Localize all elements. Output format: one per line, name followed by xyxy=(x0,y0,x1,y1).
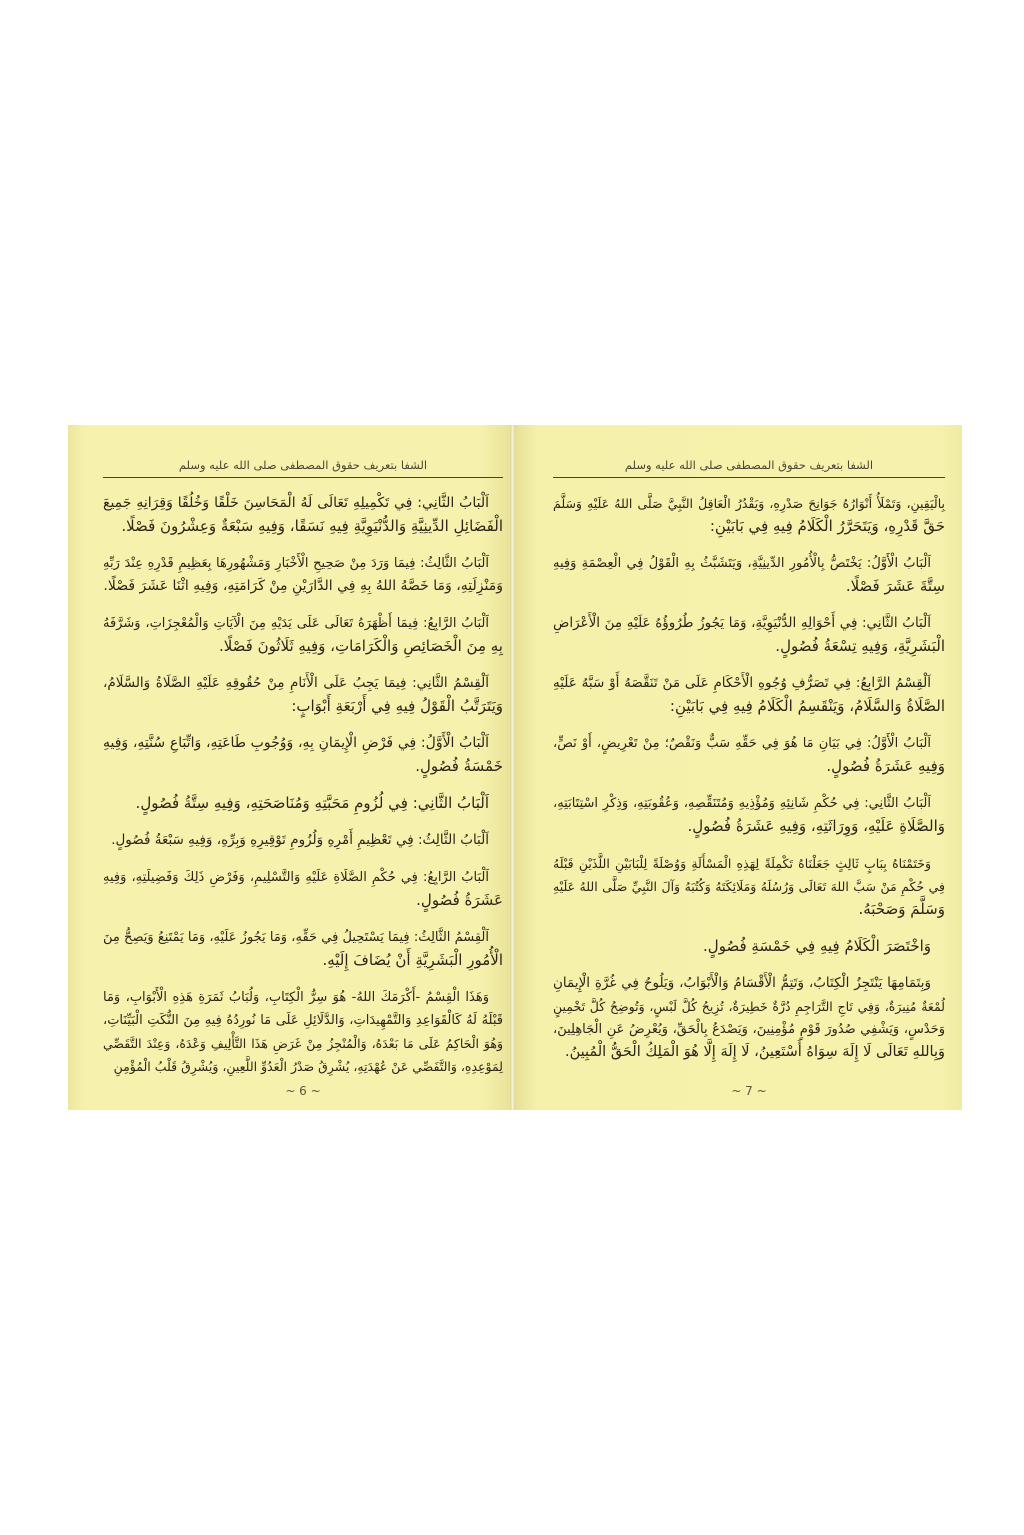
text-line: اَلْبَابُ الثَّالِثُ: فِي تَعْظِيمِ أَمْرِهِ وَلُزُومِ تَوْقِيرِهِ وَبِرِّهِ، وَفِيهِ سَبْعَةُ فُصُولٍ. xyxy=(111,832,489,848)
page-number: ~ 6 ~ xyxy=(285,1084,321,1098)
text-line: وَسَلَّمَ وَصَحْبَهُ. xyxy=(858,900,945,918)
paragraph xyxy=(103,986,503,1078)
text-line: الْفَضَائِلِ الدِّينِيَّةِ وَالدُّنْيَوِيَّةِ فِيهِ نَسَقًا، وَفِيهِ سَبْعَةٌ وَعِشْرُونَ فَصْلًا. xyxy=(121,517,503,535)
text-line: اَلْبَابُ الْأَوَّلُ: يَخْتَصُّ بِالْأُمُورِ الدِّينِيَّةِ، وَيَتَشَبَّثُ بِهِ الْقَوْلُ فِي الْعِصْمَةِ وَفِيهِ xyxy=(553,556,931,571)
paragraph xyxy=(103,672,503,718)
paragraph xyxy=(103,552,503,598)
paragraph xyxy=(553,852,945,921)
header-rule xyxy=(553,477,945,478)
running-header: الشفا بتعريف حقوق المصطفى صلى الله عليه وسلم xyxy=(178,458,428,472)
paragraph xyxy=(553,792,945,838)
text-line: اَلْبَابُ الثَّانِي: فِي حُكْمِ شَانِئِهِ وَمُؤْذِيهِ وَمُتَنَقِّصِهِ، وَعُقُوبَتِهِ، وَذِكْرِ اسْتِتَابَتِهِ، xyxy=(553,796,931,811)
text-line: اَلْبَابُ الرَّابِعُ: فِي حُكْمِ الصَّلَاةِ عَلَيْهِ وَالتَّسْلِيمِ، وَفَرْضِ ذَلِكَ وَفَضِيلَتِهِ، وَفِيهِ xyxy=(103,870,489,885)
paragraph xyxy=(553,972,945,1064)
text-line: وَخَتَمْنَاهُ بِبَابٍ ثَالِثٍ جَعَلْنَاهُ تَكْمِلَةً لِهَذِهِ الْمَسْأَلَةِ وَوُصْلَةً لِلْبَابَيْنِ اللَّذَيْنِ قَبْلَهُ xyxy=(553,856,931,871)
text-line: اَلْبَابُ الثَّانِي: فِي لُزُومِ مَحَبَّتِهِ وَمُنَاصَحَتِهِ، وَفِيهِ سِتَّةُ فُصُولٍ. xyxy=(135,794,489,812)
book-spread xyxy=(68,425,962,1110)
text-line: الْأُمُورِ الْبَشَرِيَّةِ أَنْ يُضَافَ إِلَيْهِ. xyxy=(322,951,503,969)
text-line: لِمَوْعِدِهِ، وَالتَّفَصِّي عَنْ عُهْدَتِهِ، يُشْرِقُ صَدْرُ الْعَدُوِّ اللَّعِينِ، وَيُشْرِقُ قَلْبُ الْمُؤْمِنِ xyxy=(113,1059,503,1074)
running-header: الشفا بتعريف حقوق المصطفى صلى الله عليه وسلم xyxy=(624,458,874,472)
text-line: اَلْقِسْمُ الثَّانِي: فِيمَا يَجِبُ عَلَى الْأَنَامِ مِنْ حُقُوقِهِ عَلَيْهِ الصَّلَاةُ وَالسَّلَامُ، xyxy=(103,675,489,691)
text-line: بِالْيَقِينِ، وَتَمْلَأُ أَنْوَارُهُ جَوَانِحَ صَدْرِهِ، وَيَقْدُرُ الْعَاقِلُ النَّبِيَّ صَلَّى اللهُ عَلَيْهِ وَسَلَّمَ xyxy=(553,496,945,511)
text-line: اَلْبَابُ الْأَوَّلُ: فِي بَيَانِ مَا هُوَ فِي حَقِّهِ سَبٌّ وَنَقْصٌ؛ مِنْ تَعْرِيضٍ، أَوْ نَصٍّ، xyxy=(553,736,931,751)
paragraph xyxy=(553,935,945,958)
text-line: اَلْبَابُ الرَّابِعُ: فِيمَا أَظْهَرَهُ تَعَالَى عَلَى يَدَيْهِ مِنَ الْآيَاتِ وَالْمُعْجِزَاتِ، وَشَرَّفَهُ xyxy=(103,616,489,631)
text-line: اَلْقِسْمُ الثَّالِثُ: فِيمَا يَسْتَحِيلُ فِي حَقِّهِ، وَمَا يَجُوزُ عَلَيْهِ، وَمَا يَمْتَنِعُ وَيَصِحُّ مِنَ xyxy=(103,930,489,945)
text-line: وَاخْتَصَرَ الْكَلَامُ فِيهِ فِي خَمْسَةِ فُصُولٍ. xyxy=(703,937,931,955)
page-body xyxy=(103,492,503,1078)
page-number: ~ 7 ~ xyxy=(731,1084,767,1098)
text-line: خَمْسَةُ فُصُولٍ. xyxy=(415,757,503,775)
text-line: الصَّلَاةُ وَالسَّلَامُ، وَيَنْقَسِمُ الْكَلَامُ فِيهِ فِي بَابَيْنِ: xyxy=(669,697,945,715)
paragraph xyxy=(103,829,503,852)
text-line: وَبِتَمَامِهَا يَنْتَجِزُ الْكِتَابُ، وَتَتِمُّ الْأَقْسَامُ وَالْأَبْوَابُ، وَيَلُوحُ فِي غُرَّةِ الْإِيمَانِ xyxy=(553,975,931,991)
text-line: اَلْبَابُ الثَّالِثُ: فِيمَا وَرَدَ مِنْ صَحِيحِ الْأَخْبَارِ وَمَشْهُورِهَا بِعَظِيمِ قَدْرِهِ عِنْدَ رَبِّهِ xyxy=(103,556,489,571)
text-line: وَيَتَرَتَّبُ الْقَوْلُ فِيهِ فِي أَرْبَعَةِ أَبْوَابٍ: xyxy=(291,697,503,715)
text-line: وَمَنْزِلَتِهِ، وَمَا خَصَّهُ اللهُ بِهِ فِي الدَّارَيْنِ مِنْ كَرَامَتِهِ، وَفِيهِ اثْنَا عَشَرَ فَصْلًا. xyxy=(103,578,503,594)
text-line: وَبِاللهِ تَعَالَى لَا إِلَهَ سِوَاهُ أَسْتَعِينُ، لَا إِلَهَ إِلَّا هُوَ الْمَلِكُ الْحَقُّ الْمُبِينُ. xyxy=(564,1044,945,1060)
right-page xyxy=(515,425,962,1110)
paragraph xyxy=(103,926,503,972)
text-line: اَلْبَابُ الْأَوَّلُ: فِي فَرْضِ الْإِيمَانِ بِهِ، وَوُجُوبِ طَاعَتِهِ، وَاتِّبَاعِ سُنَّتِهِ، وَفِيهِ xyxy=(103,735,489,751)
paragraph xyxy=(103,612,503,658)
text-line: فِي حُكْمِ مَنْ سَبَّ اللهَ تَعَالَى وَرُسُلَهُ وَمَلَائِكَتَهُ وَكُتُبَهُ وَآلَ النَّبِيِّ صَلَّى اللهُ عَلَيْهِ xyxy=(553,879,945,894)
paragraph xyxy=(103,492,503,538)
text-line: وَالصَّلَاةِ عَلَيْهِ، وَوِرَاثَتِهِ، وَفِيهِ عَشَرَةُ فُصُولٍ. xyxy=(687,817,945,835)
paragraph xyxy=(103,792,503,815)
text-line: وَفِيهِ عَشَرَةُ فُصُولٍ. xyxy=(826,757,945,775)
text-line: الْبَشَرِيَّةِ، وَفِيهِ تِسْعَةُ فُصُولٍ. xyxy=(775,637,945,655)
page-body xyxy=(553,492,945,1064)
text-line: سِتَّةَ عَشَرَ فَصْلًا. xyxy=(845,577,945,595)
text-line: عَشَرَةُ فُصُولٍ. xyxy=(416,891,503,909)
text-line: وَهُوَ الْحَاكِمُ عَلَى مَا بَعْدَهُ، وَالْمُنْجِزُ مِنْ غَرَضِ هَذَا التَّأْلِيفِ وَعْدَهُ، وَعِنْدَ التَّقَصِّي xyxy=(103,1036,503,1051)
paragraph xyxy=(553,552,945,598)
left-page xyxy=(68,425,510,1110)
text-line: وَهَذَا الْقِسْمُ -أَكْرَمَكَ اللهُ- هُوَ سِرُّ الْكِتَابِ، وَلُبَابُ ثَمَرَةِ هَذِهِ الْأَبْوَابِ، وَمَا xyxy=(103,990,489,1005)
text-line: اَلْبَابُ الثَّانِي: فِي أَحْوَالِهِ الدُّنْيَوِيَّةِ، وَمَا يَجُوزُ طُرُوؤُهُ عَلَيْهِ مِنَ الْأَعْرَاضِ xyxy=(553,615,931,631)
paragraph xyxy=(103,732,503,778)
text-line: اَلْبَابُ الثَّانِي: فِي تَكْمِيلِهِ تَعَالَى لَهُ الْمَحَاسِنَ خَلْقًا وَخُلُقًا وَقِرَانِهِ جَمِيعَ xyxy=(103,495,489,511)
text-line: حَقَّ قَدْرِهِ، وَيَتَحَرَّرُ الْكَلَامُ فِيهِ فِي بَابَيْنِ: xyxy=(709,517,945,535)
paragraph xyxy=(103,866,503,912)
text-line: اَلْقِسْمُ الرَّابِعُ: فِي تَصَرُّفِ وُجُوهِ الْأَحْكَامِ عَلَى مَنْ تَنَقَّصَهُ أَوْ سَبَّهُ عَلَيْهِ xyxy=(553,675,931,691)
text-line: بِهِ مِنَ الْخَصَائِصِ وَالْكَرَامَاتِ، وَفِيهِ ثَلَاثُونَ فَصْلًا. xyxy=(218,637,503,655)
text-line: وَحَدْسٍ، وَيَشْفِي صُدُورَ قَوْمٍ مُؤْمِنِينَ، وَيَصْدَعُ بِالْحَقِّ، وَيُعْرِضُ عَنِ الْجَاهِلِينَ، xyxy=(553,1022,945,1037)
paragraph xyxy=(553,672,945,718)
header-rule xyxy=(103,477,503,478)
text-line: لُمْعَةٌ مُنِيرَةٌ، وَفِي تَاجِ التَّرَاجِمِ دُرَّةٌ خَطِيرَةٌ، تُزِيحُ كُلَّ لَبْسٍ، وَتُوضِحُ كُلَّ تَخْمِينٍ xyxy=(553,999,945,1014)
paragraph xyxy=(553,492,945,538)
text-line: قَبْلَهُ لَهُ كَالْقَوَاعِدِ وَالتَّمْهِيدَاتِ، وَالدَّلَائِلِ عَلَى مَا نُورِدُهُ فِيهِ مِنَ النُّكَتِ الْبَيِّنَاتِ، xyxy=(103,1013,503,1028)
paragraph xyxy=(553,732,945,778)
paragraph xyxy=(553,612,945,658)
